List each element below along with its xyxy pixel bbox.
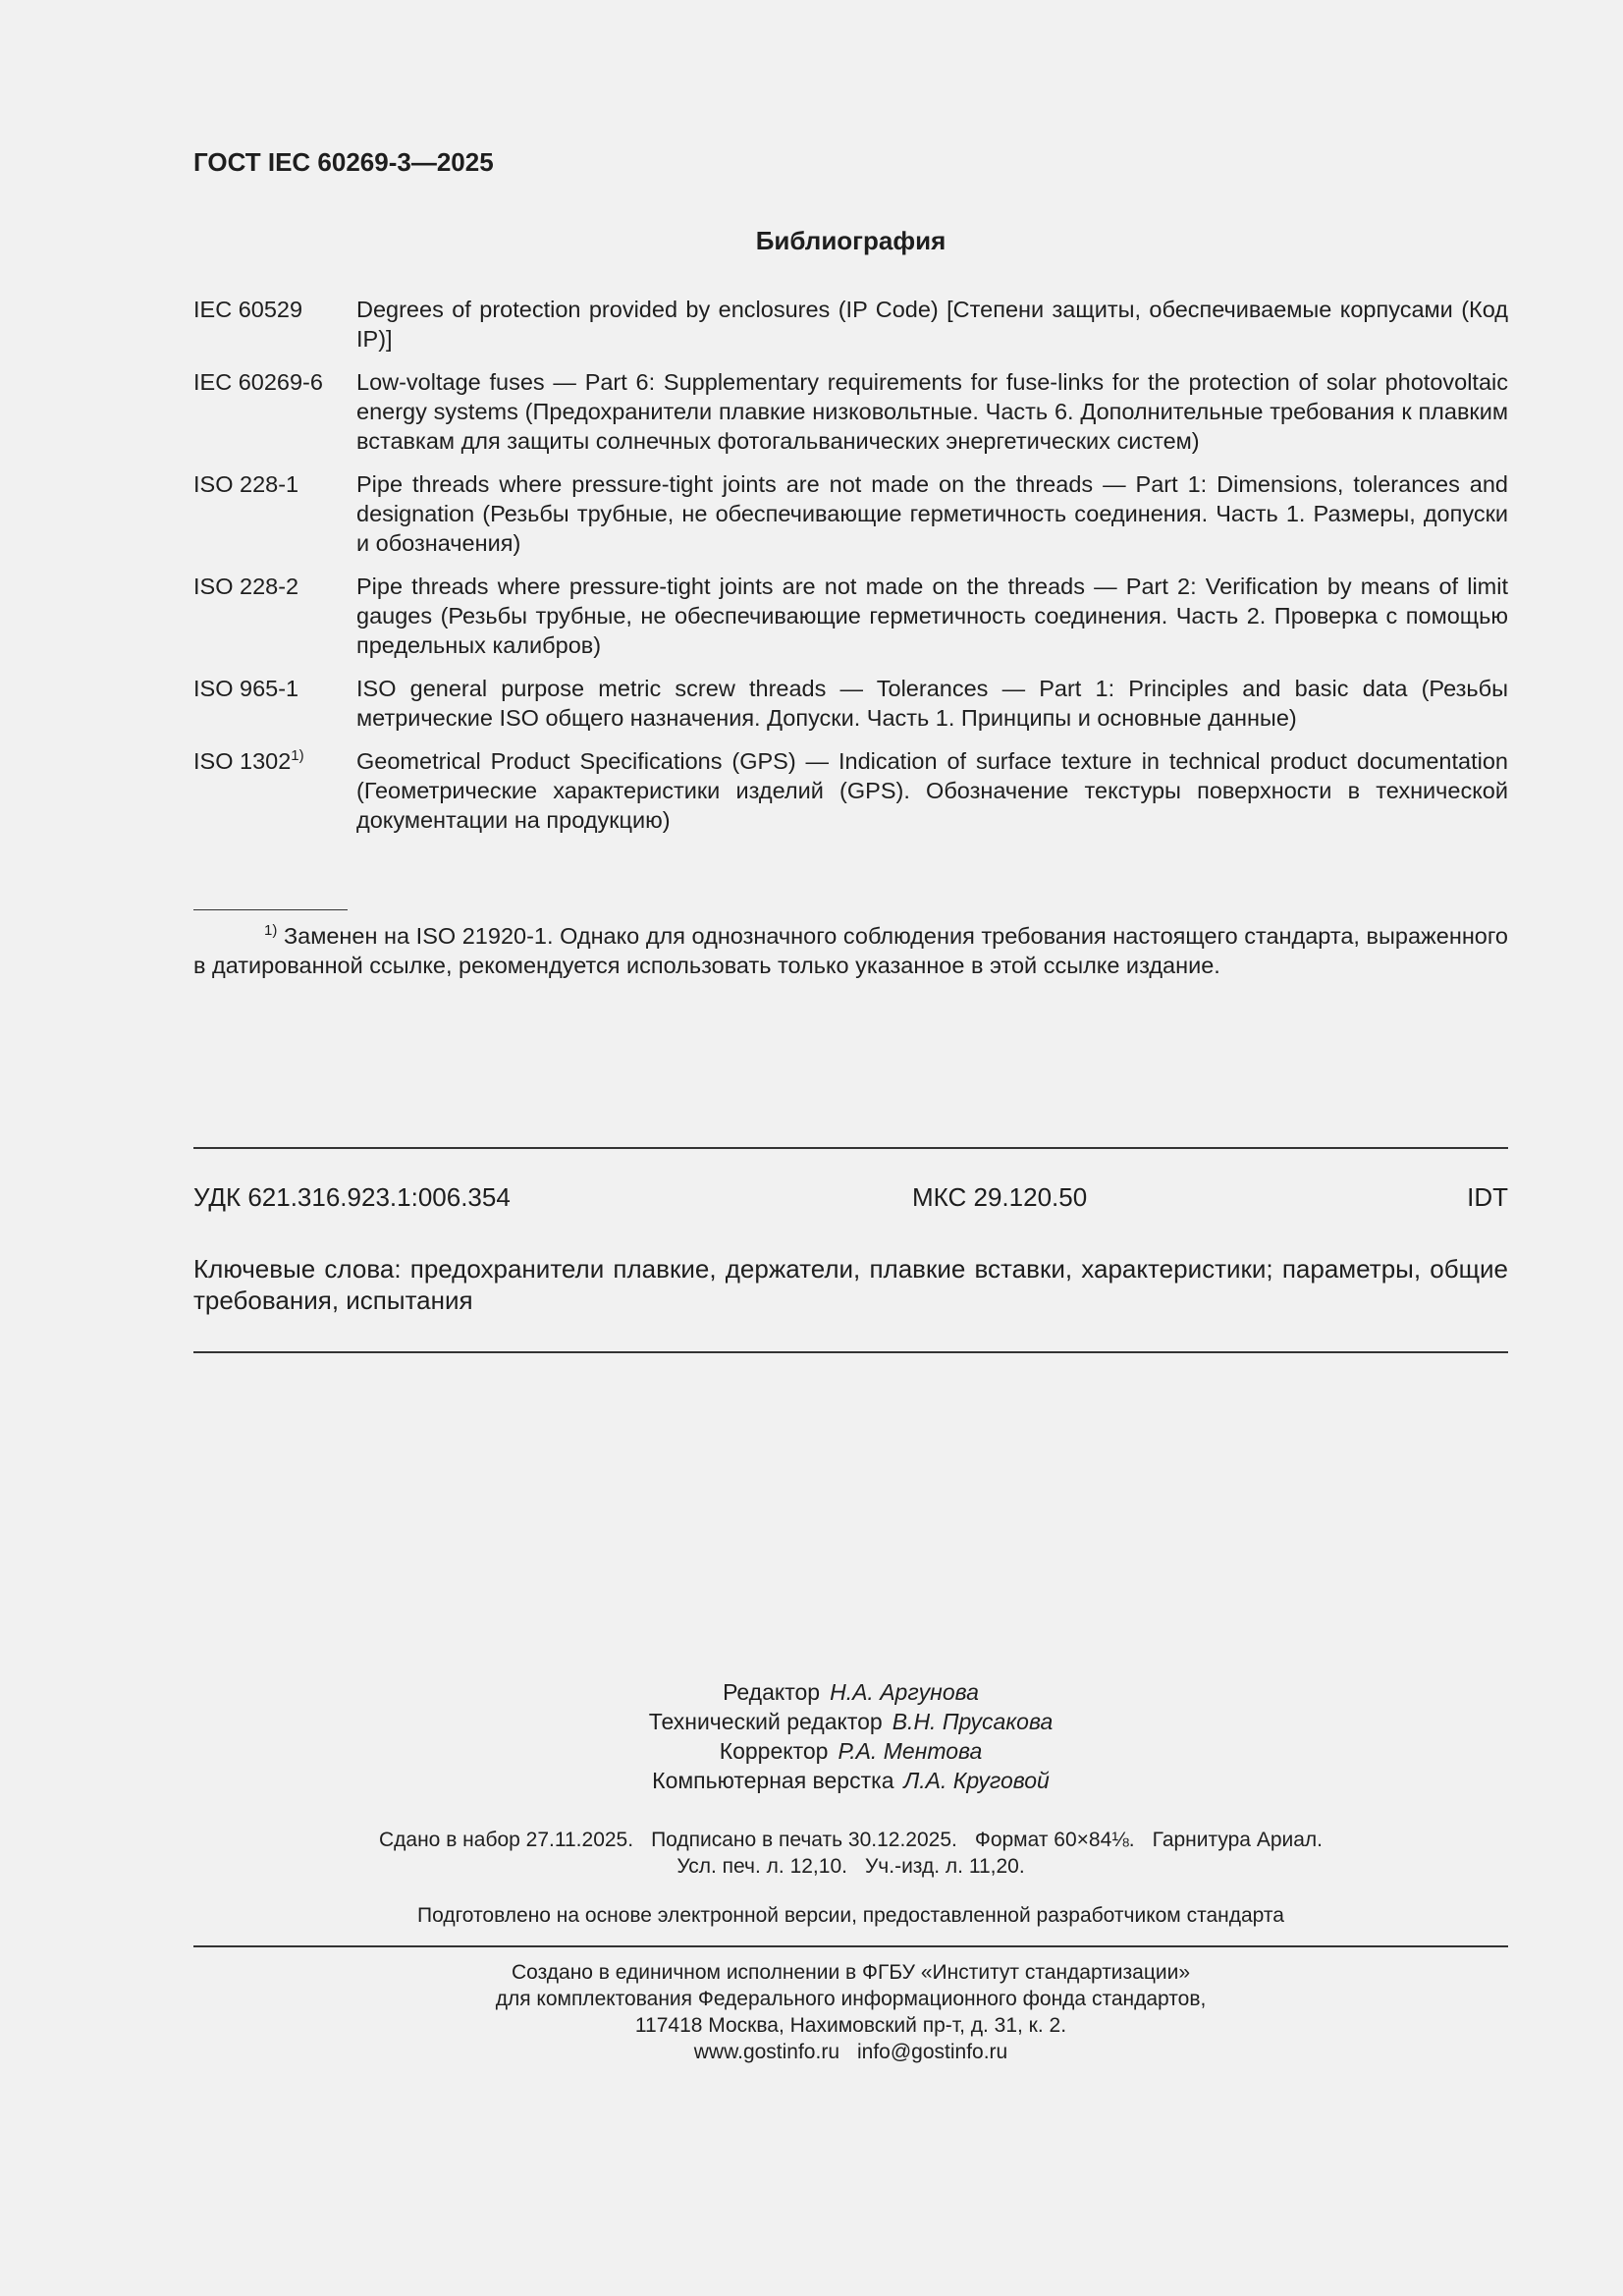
keywords: Ключевые слова: предохранители плавкие, держатели, плавкие вставки, характеристики; параметры, общие требования, испытания — [193, 1254, 1508, 1315]
footnote: $^{1)}$ Заменен на ISO 21920-1. Однако для однозначного соблюдения требования настоящего стандарта, выраженного в датированной ссылке, рекомендуется использовать только указанное в этой ссылке издание. — [193, 922, 1508, 978]
entry-text: Degrees of protection provided by enclosures (IP Code) [Степени защиты, обеспечиваемые корпусами (Код IP)] — [356, 297, 1508, 352]
entry-ref: ISO 965-1 — [193, 676, 299, 701]
bibliography-list — [193, 295, 1508, 848]
footnote-marker: 1) — [291, 747, 304, 764]
footnote-divider — [193, 909, 348, 910]
divider-imprint — [193, 1945, 1508, 1947]
imprint: Создано в единичном исполнении в ФГБУ «Институт стандартизации» для комплектования Федерального информационного фонда стандартов, 117418 Москва, Нахимовский пр-т, д. 31, к. 2. www.gostinfo.ru info@gostinfo.ru — [495, 1961, 1207, 2063]
entry-ref: IEC 60529 — [193, 297, 303, 322]
credit-editor: Редактор Н.А. Аргунова — [723, 1679, 979, 1705]
classification-codes — [193, 1182, 1508, 1214]
entry-text: Low-voltage fuses — Part 6: Supplementary requirements for fuse-links for the protection of solar photovoltaic energy systems (Предохранители плавкие низковольтные. Часть 6. Дополнительные требования к плавким вставкам для защиты солнечных фотогальванических энергетических систем) — [356, 369, 1508, 454]
footnote-mark: 1) — [264, 922, 278, 939]
entry-ref: ISO 228-2 — [193, 574, 299, 599]
credit-technical-editor: Технический редактор В.Н. Прусакова — [648, 1709, 1054, 1734]
mks-code: МКС 29.120.50 — [912, 1182, 1088, 1212]
divider-bottom — [193, 1351, 1508, 1353]
entry-ref: IEC 60269-6 — [193, 369, 323, 395]
bibliography-entry — [193, 295, 1508, 354]
publication-info: Сдано в набор 27.11.2025. Подписано в печать 30.12.2025. Формат 60×84⅛. Гарнитура Ариал. Усл. печ. л. 12,10. Уч.-изд. л. 11,20. — [378, 1829, 1323, 1878]
divider-top — [193, 1147, 1508, 1149]
entry-ref: ISO 228-1 — [193, 471, 299, 497]
bibliography-entry — [193, 469, 1508, 558]
credit-layout: Компьютерная верстка Л.А. Круговой — [652, 1768, 1050, 1793]
udk-code: УДК 621.316.923.1:006.354 — [193, 1182, 511, 1212]
document-id: ГОСТ IEC 60269-3—2025 — [193, 147, 494, 177]
prepared-note: Подготовлено на основе электронной версии, предоставленной разработчиком стандарта — [417, 1904, 1284, 1927]
entry-text: ISO general purpose metric screw threads — Tolerances — Part 1: Principles and basic data (Резьбы метрические ISO общего назначения. Допуски. Часть 1. Принципы и основные данные) — [356, 676, 1508, 731]
bibliography-entry — [193, 746, 1508, 835]
bibliography-entry — [193, 572, 1508, 660]
entry-text: Pipe threads where pressure-tight joints are not made on the threads — Part 2: Verification by means of limit gauges (Резьбы трубные, не обеспечивающие герметичность соединения. Часть 2. Проверка с помощью предельных калибров) — [356, 574, 1508, 658]
entry-ref: ISO 1302$^{1)}$ — [193, 747, 304, 774]
idt-code: IDT — [1467, 1182, 1508, 1212]
credits — [193, 1677, 1508, 1795]
credit-proofreader: Корректор Р.А. Ментова — [719, 1738, 983, 1764]
bibliography-title: Библиография — [755, 226, 947, 255]
bibliography-entry — [193, 367, 1508, 456]
bibliography-entry — [193, 674, 1508, 733]
email-link[interactable]: info@gostinfo.ru — [857, 2041, 1008, 2063]
website-link[interactable]: www.gostinfo.ru — [693, 2041, 839, 2063]
document-page — [193, 0, 1508, 2296]
entry-text: Geometrical Product Specifications (GPS) — Indication of surface texture in technical product documentation (Геометрические характеристики изделий (GPS). Обозначение текстуры поверхности в технической документации на продукцию) — [356, 748, 1508, 833]
entry-text: Pipe threads where pressure-tight joints are not made on the threads — Part 1: Dimensions, tolerances and designation (Резьбы трубные, не обеспечивающие герметичность соединения. Часть 1. Размеры, допуски и обозначения) — [356, 471, 1508, 556]
